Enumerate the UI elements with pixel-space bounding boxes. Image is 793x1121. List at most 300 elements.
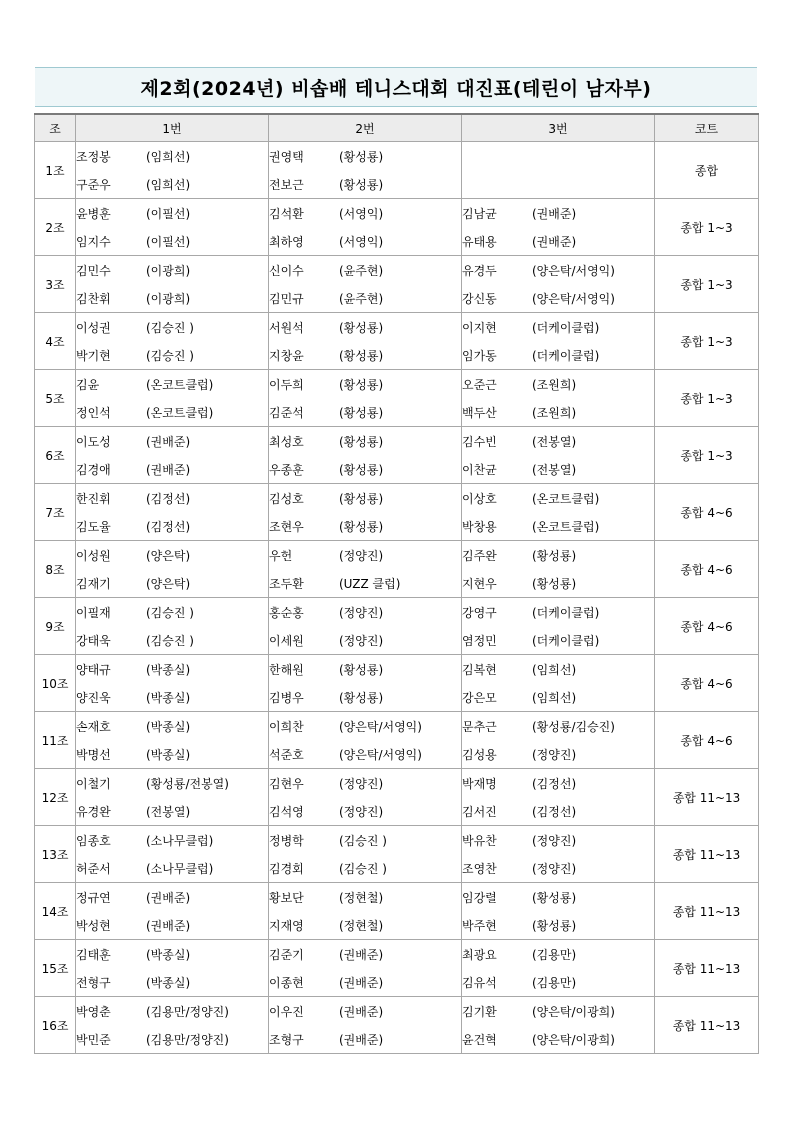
player-line: [76, 968, 268, 996]
player-name: 우종훈: [269, 462, 304, 477]
player-club: (더케이클럽): [532, 633, 600, 648]
team-cell-p1: [76, 712, 269, 769]
team-cell-p2: [269, 541, 462, 598]
player-line: [462, 313, 654, 341]
team-cell-p3: [462, 712, 655, 769]
player-club: (소나무클럽): [146, 861, 214, 876]
player-club: (김정선): [532, 804, 577, 819]
player-line: [462, 911, 654, 939]
player-line: [76, 256, 268, 284]
player-line: [462, 740, 654, 768]
bracket-table: [34, 113, 759, 1054]
player-club: (온코트클럽): [532, 491, 600, 506]
player-name: 이상호: [462, 491, 497, 506]
player-club: (서영익): [339, 234, 384, 249]
player-line: [269, 256, 461, 284]
player-club: (이필선): [146, 206, 191, 221]
player-name: 박기현: [76, 348, 111, 363]
player-name: 이찬균: [462, 462, 497, 477]
player-club: (정현철): [339, 918, 384, 933]
player-club: (김용만/정양진): [146, 1004, 229, 1019]
player-club: (임희선): [146, 177, 191, 192]
player-name: 김성호: [269, 491, 304, 506]
player-name: 유경완: [76, 804, 111, 819]
player-line: [269, 911, 461, 939]
player-name: 윤건혁: [462, 1032, 497, 1047]
player-line: [269, 997, 461, 1025]
player-name: 유경두: [462, 263, 497, 278]
player-name: 최하영: [269, 234, 304, 249]
player-name: 김복현: [462, 662, 497, 677]
title-banner: [35, 67, 757, 107]
team-cell-p2: [269, 598, 462, 655]
player-name: 김주완: [462, 548, 497, 563]
player-club: (황성룡/전봉열): [146, 776, 229, 791]
player-line: [269, 512, 461, 540]
player-club: (황성룡): [339, 462, 384, 477]
team-cell-p3: [462, 199, 655, 256]
player-club: (김승진 ): [146, 605, 194, 620]
player-line: [76, 1025, 268, 1053]
player-line: [269, 968, 461, 996]
player-line: [462, 968, 654, 996]
player-club: (김승진 ): [339, 833, 387, 848]
group-row: [35, 427, 759, 484]
court-label: 종합 11~13: [655, 940, 759, 997]
group-label: 12조: [35, 769, 76, 826]
group-row: [35, 826, 759, 883]
player-name: 이두희: [269, 377, 304, 392]
court-label: 종합 4~6: [655, 655, 759, 712]
team-cell-p2: [269, 940, 462, 997]
player-name: 김경회: [269, 861, 304, 876]
court-label: 종합 11~13: [655, 883, 759, 940]
player-line: [269, 427, 461, 455]
group-label: 16조: [35, 997, 76, 1054]
player-line: [462, 712, 654, 740]
player-name: 최광요: [462, 947, 497, 962]
team-cell-p3: [462, 883, 655, 940]
player-name: 김준기: [269, 947, 304, 962]
player-name: 정인석: [76, 405, 111, 420]
player-name: 석준호: [269, 747, 304, 762]
player-line: [76, 826, 268, 854]
player-line: [462, 284, 654, 312]
player-line: [269, 455, 461, 483]
player-name: 박영춘: [76, 1004, 111, 1019]
player-club: (정양진): [339, 804, 384, 819]
player-line: [269, 341, 461, 369]
player-club: (박종실): [146, 662, 191, 677]
player-name: 이우진: [269, 1004, 304, 1019]
team-cell-p1: [76, 655, 269, 712]
team-cell-p2: [269, 142, 462, 199]
player-line: [462, 484, 654, 512]
team-cell-p2: [269, 199, 462, 256]
player-club: (권배준): [339, 1004, 384, 1019]
player-line: [462, 826, 654, 854]
player-club: (소나무클럽): [146, 833, 214, 848]
player-name: 서원석: [269, 320, 304, 335]
group-row: [35, 541, 759, 598]
player-name: 신이수: [269, 263, 304, 278]
player-club: (정현철): [339, 890, 384, 905]
player-line: [76, 997, 268, 1025]
group-label: 8조: [35, 541, 76, 598]
player-name: 최성호: [269, 434, 304, 449]
player-line: [462, 512, 654, 540]
player-name: 이희찬: [269, 719, 304, 734]
player-line: [76, 170, 268, 198]
team-cell-p2: [269, 826, 462, 883]
player-club: (권배준): [339, 1032, 384, 1047]
court-label: 종합: [655, 142, 759, 199]
player-name: 김민수: [76, 263, 111, 278]
player-club: (권배준): [532, 206, 577, 221]
player-name: 지현우: [462, 576, 497, 591]
player-line: [462, 142, 654, 170]
player-club: (서영익): [339, 206, 384, 221]
group-label: 7조: [35, 484, 76, 541]
player-line: [462, 626, 654, 654]
team-cell-p1: [76, 769, 269, 826]
group-label: 2조: [35, 199, 76, 256]
player-club: (조원희): [532, 405, 577, 420]
player-club: (황성룡): [532, 890, 577, 905]
team-cell-p1: [76, 256, 269, 313]
player-name: 박창용: [462, 519, 497, 534]
player-line: [462, 199, 654, 227]
player-line: [269, 826, 461, 854]
team-cell-p1: [76, 427, 269, 484]
court-label: 종합 4~6: [655, 712, 759, 769]
player-line: [76, 512, 268, 540]
page-title: 제2회(2024년) 비솝배 테니스대회 대진표(테린이 남자부): [140, 77, 652, 100]
team-cell-p2: [269, 712, 462, 769]
player-club: (김승진 ): [339, 861, 387, 876]
player-club: (황성룡): [532, 548, 577, 563]
player-line: [76, 797, 268, 825]
team-cell-p1: [76, 484, 269, 541]
player-name: 홍순홍: [269, 605, 304, 620]
player-line: [76, 284, 268, 312]
player-club: (김용만): [532, 947, 577, 962]
player-line: [269, 626, 461, 654]
player-club: (김정선): [146, 519, 191, 534]
player-club: (황성룡): [339, 690, 384, 705]
player-line: [76, 655, 268, 683]
player-club: (권배준): [146, 890, 191, 905]
team-cell-p1: [76, 997, 269, 1054]
player-name: 조정봉: [76, 149, 111, 164]
player-line: [462, 227, 654, 255]
player-line: [76, 940, 268, 968]
team-cell-p2: [269, 883, 462, 940]
player-line: [462, 997, 654, 1025]
team-cell-p3: [462, 484, 655, 541]
team-cell-p2: [269, 769, 462, 826]
player-line: [269, 598, 461, 626]
group-row: [35, 313, 759, 370]
player-club: (온코트클럽): [146, 405, 214, 420]
player-name: 권영택: [269, 149, 304, 164]
player-name: 이성원: [76, 548, 111, 563]
group-row: [35, 997, 759, 1054]
player-club: (양은탁/서영익): [532, 291, 615, 306]
group-label: 1조: [35, 142, 76, 199]
player-club: (박종실): [146, 747, 191, 762]
team-cell-p3: [462, 370, 655, 427]
group-label: 6조: [35, 427, 76, 484]
team-cell-p3: [462, 997, 655, 1054]
player-name: 김석환: [269, 206, 304, 221]
player-club: (양은탁/서영익): [532, 263, 615, 278]
player-club: (김용만): [532, 975, 577, 990]
court-label: 종합 4~6: [655, 598, 759, 655]
player-club: (박종실): [146, 947, 191, 962]
court-label: 종합 11~13: [655, 826, 759, 883]
player-line: [462, 427, 654, 455]
team-cell-p1: [76, 199, 269, 256]
player-name: 김태훈: [76, 947, 111, 962]
team-cell-p1: [76, 370, 269, 427]
group-label: 4조: [35, 313, 76, 370]
player-club: (더케이클럽): [532, 320, 600, 335]
player-line: [462, 940, 654, 968]
team-cell-p3: [462, 541, 655, 598]
player-name: 박성현: [76, 918, 111, 933]
player-club: (김정선): [146, 491, 191, 506]
player-line: [76, 142, 268, 170]
player-name: 이성권: [76, 320, 111, 335]
player-club: (더케이클럽): [532, 605, 600, 620]
header-col2: 2번: [269, 114, 462, 142]
court-label: 종합 1~3: [655, 199, 759, 256]
group-row: [35, 370, 759, 427]
group-row: [35, 484, 759, 541]
player-line: [462, 797, 654, 825]
player-club: (권배준): [532, 234, 577, 249]
player-line: [462, 598, 654, 626]
group-label: 13조: [35, 826, 76, 883]
player-name: 지창윤: [269, 348, 304, 363]
player-line: [76, 427, 268, 455]
player-name: 문추근: [462, 719, 497, 734]
team-cell-p3: [462, 142, 655, 199]
player-club: (양은탁/이광희): [532, 1004, 615, 1019]
group-label: 10조: [35, 655, 76, 712]
player-club: (임희선): [532, 690, 577, 705]
player-line: [269, 541, 461, 569]
player-club: (황성룡): [339, 405, 384, 420]
group-row: [35, 256, 759, 313]
player-line: [76, 854, 268, 882]
player-name: 김기환: [462, 1004, 497, 1019]
team-cell-p1: [76, 142, 269, 199]
court-label: 종합 11~13: [655, 769, 759, 826]
team-cell-p3: [462, 826, 655, 883]
player-line: [269, 398, 461, 426]
player-line: [269, 883, 461, 911]
player-line: [462, 569, 654, 597]
player-name: 구준우: [76, 177, 111, 192]
player-club: (양은탁): [146, 548, 191, 563]
header-court: 코트: [655, 114, 759, 142]
player-club: (양은탁): [146, 576, 191, 591]
player-line: [269, 170, 461, 198]
player-name: 김경애: [76, 462, 111, 477]
player-name: 임가동: [462, 348, 497, 363]
player-line: [76, 683, 268, 711]
player-name: 유태용: [462, 234, 497, 249]
court-label: 종합 1~3: [655, 427, 759, 484]
player-club: (황성룡/김승진): [532, 719, 615, 734]
player-name: 임종호: [76, 833, 111, 848]
header-col1: 1번: [76, 114, 269, 142]
team-cell-p2: [269, 313, 462, 370]
header-col3: 3번: [462, 114, 655, 142]
player-club: (전봉열): [532, 462, 577, 477]
player-line: [269, 370, 461, 398]
player-club: (정양진): [339, 776, 384, 791]
player-line: [76, 370, 268, 398]
player-club: (이필선): [146, 234, 191, 249]
player-line: [76, 712, 268, 740]
player-line: [76, 227, 268, 255]
player-club: (양은탁/서영익): [339, 719, 422, 734]
team-cell-p1: [76, 313, 269, 370]
player-name: 전형구: [76, 975, 111, 990]
player-name: 김현우: [269, 776, 304, 791]
player-club: (황성룡): [339, 377, 384, 392]
player-club: (권배준): [339, 947, 384, 962]
player-line: [76, 883, 268, 911]
player-club: (전봉열): [532, 434, 577, 449]
player-club: (이광희): [146, 263, 191, 278]
player-line: [269, 797, 461, 825]
group-row: [35, 598, 759, 655]
player-line: [76, 598, 268, 626]
player-name: 김성용: [462, 747, 497, 762]
player-club: (임희선): [146, 149, 191, 164]
bracket-body: [35, 142, 759, 1054]
player-line: [462, 683, 654, 711]
player-club: (황성룡): [339, 434, 384, 449]
player-club: (윤주현): [339, 291, 384, 306]
player-line: [76, 341, 268, 369]
player-club: (온코트클럽): [532, 519, 600, 534]
player-name: 박주현: [462, 918, 497, 933]
player-club: (황성룡): [339, 149, 384, 164]
player-name: 강태욱: [76, 633, 111, 648]
court-label: 종합 1~3: [655, 313, 759, 370]
player-line: [462, 854, 654, 882]
player-club: (더케이클럽): [532, 348, 600, 363]
team-cell-p3: [462, 769, 655, 826]
player-line: [269, 484, 461, 512]
player-name: 손재호: [76, 719, 111, 734]
player-name: 한해원: [269, 662, 304, 677]
court-label: 종합 1~3: [655, 256, 759, 313]
team-cell-p1: [76, 598, 269, 655]
player-name: 이지현: [462, 320, 497, 335]
player-name: 강영구: [462, 605, 497, 620]
team-cell-p3: [462, 427, 655, 484]
player-name: 김수빈: [462, 434, 497, 449]
player-name: 백두산: [462, 405, 497, 420]
group-row: [35, 142, 759, 199]
group-label: 5조: [35, 370, 76, 427]
player-club: (김승진 ): [146, 348, 194, 363]
player-club: (황성룡): [532, 918, 577, 933]
team-cell-p1: [76, 940, 269, 997]
player-club: (임희선): [532, 662, 577, 677]
player-line: [269, 854, 461, 882]
player-club: (권배준): [146, 918, 191, 933]
player-club: (정양진): [339, 605, 384, 620]
player-line: [269, 769, 461, 797]
player-line: [76, 541, 268, 569]
player-line: [76, 740, 268, 768]
player-line: [76, 569, 268, 597]
player-line: [269, 569, 461, 597]
court-label: 종합 1~3: [655, 370, 759, 427]
player-club: (전봉열): [146, 804, 191, 819]
player-name: 오준근: [462, 377, 497, 392]
player-name: 박재명: [462, 776, 497, 791]
player-club: (박종실): [146, 975, 191, 990]
group-row: [35, 655, 759, 712]
team-cell-p3: [462, 256, 655, 313]
team-cell-p3: [462, 598, 655, 655]
player-club: (UZZ 클럽): [339, 576, 401, 591]
player-line: [76, 769, 268, 797]
player-club: (권배준): [339, 975, 384, 990]
player-name: 강신동: [462, 291, 497, 306]
player-name: 임지수: [76, 234, 111, 249]
team-cell-p2: [269, 655, 462, 712]
player-line: [462, 170, 654, 198]
team-cell-p2: [269, 256, 462, 313]
player-club: (김승진 ): [146, 633, 194, 648]
player-name: 김도율: [76, 519, 111, 534]
court-label: 종합 11~13: [655, 997, 759, 1054]
player-club: (정양진): [339, 548, 384, 563]
player-line: [269, 284, 461, 312]
group-label: 11조: [35, 712, 76, 769]
player-name: 김유석: [462, 975, 497, 990]
player-line: [76, 626, 268, 654]
team-cell-p1: [76, 883, 269, 940]
player-line: [269, 142, 461, 170]
player-name: 이철기: [76, 776, 111, 791]
player-line: [269, 199, 461, 227]
player-club: (황성룡): [339, 320, 384, 335]
player-name: 염정민: [462, 633, 497, 648]
player-name: 김윤: [76, 377, 100, 392]
player-line: [76, 398, 268, 426]
player-club: (이광희): [146, 291, 191, 306]
player-line: [269, 683, 461, 711]
player-name: 김찬휘: [76, 291, 111, 306]
group-label: 9조: [35, 598, 76, 655]
group-label: 15조: [35, 940, 76, 997]
player-club: (황성룡): [339, 348, 384, 363]
team-cell-p3: [462, 940, 655, 997]
player-line: [462, 370, 654, 398]
player-name: 박명선: [76, 747, 111, 762]
team-cell-p3: [462, 655, 655, 712]
